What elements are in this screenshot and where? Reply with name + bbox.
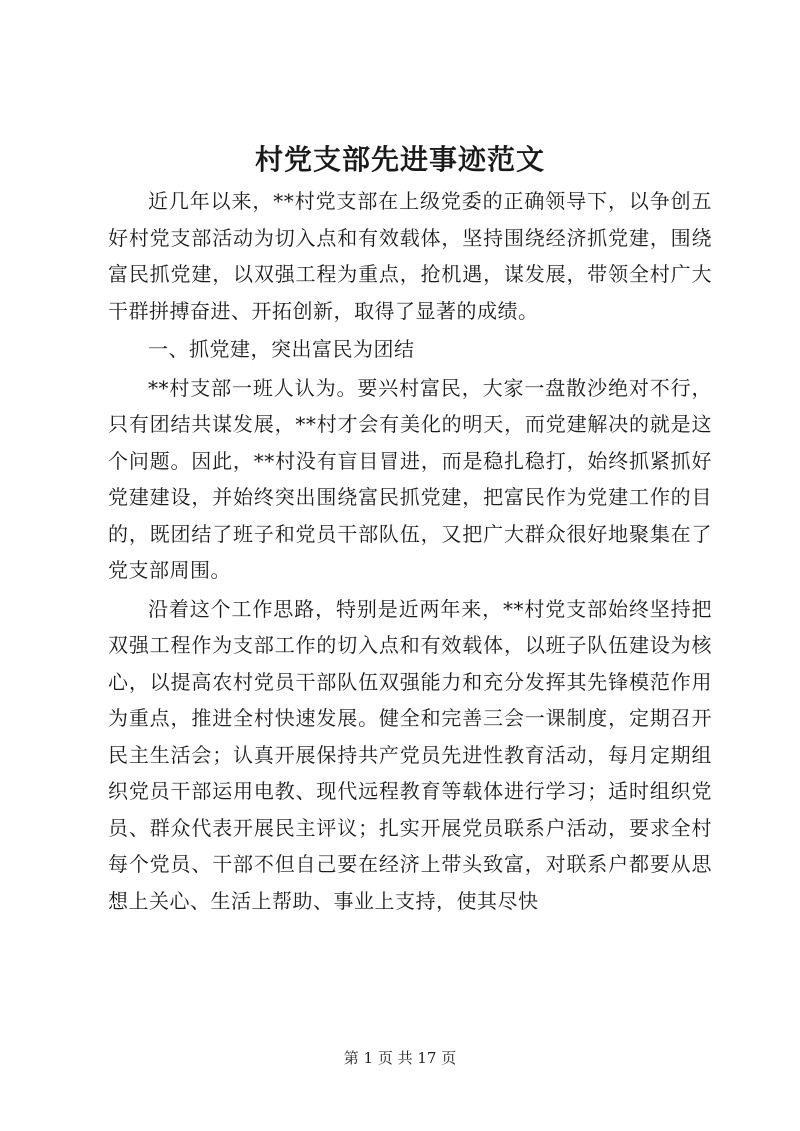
document-body bbox=[108, 183, 712, 919]
page-number-footer: 第 1 页 共 17 页 bbox=[343, 1049, 457, 1067]
document-title: 村党支部先进事迹范文 bbox=[254, 143, 545, 176]
paragraph-unity: **村支部一班人认为。要兴村富民，大家一盘散沙绝对不行，只有团结共谋发展，**村才会有美化的明天，而党建解决的就是这个问题。因此，**村没有盲目冒进，而是稳扎稳打，始终抓紧抓好党建建设，并始终突出围绕富民抓党建，把富民作为党建工作的目的，既团结了班子和党员干部队伍，又把广大群众很好地聚集在了党支部周围。 bbox=[108, 375, 712, 582]
paragraph-work-approach: 沿着这个工作思路，特别是近两年来，**村党支部始终坚持把双强工程作为支部工作的切入点和有效载体，以班子队伍建设为核心，以提高农村党员干部队伍双强能力和充分发挥其先锋模范作用为重点，推进全村快速发展。健全和完善三会一课制度，定期召开民主生活会；认真开展保持共产党员先进性教育活动，每月定期组织党员干部运用电教、现代远程教育等载体进行学习；适时组织党员、群众代表开展民主评议；扎实开展党员联系户活动，要求全村每个党员、干部不但自己要在经济上带头致富，对联系户都要从思想上关心、生活上帮助、事业上支持，使其尽快 bbox=[108, 596, 712, 913]
paragraph-intro: 近几年以来，**村党支部在上级党委的正确领导下，以争创五好村党支部活动为切入点和有效载体，坚持围绕经济抓党建，围绕富民抓党建，以双强工程为重点，抢机遇，谋发展，带领全村广大干群拼搏奋进、开拓创新，取得了显著的成绩。 bbox=[108, 189, 712, 323]
section-heading: 一、抓党建，突出富民为团结 bbox=[148, 337, 415, 361]
